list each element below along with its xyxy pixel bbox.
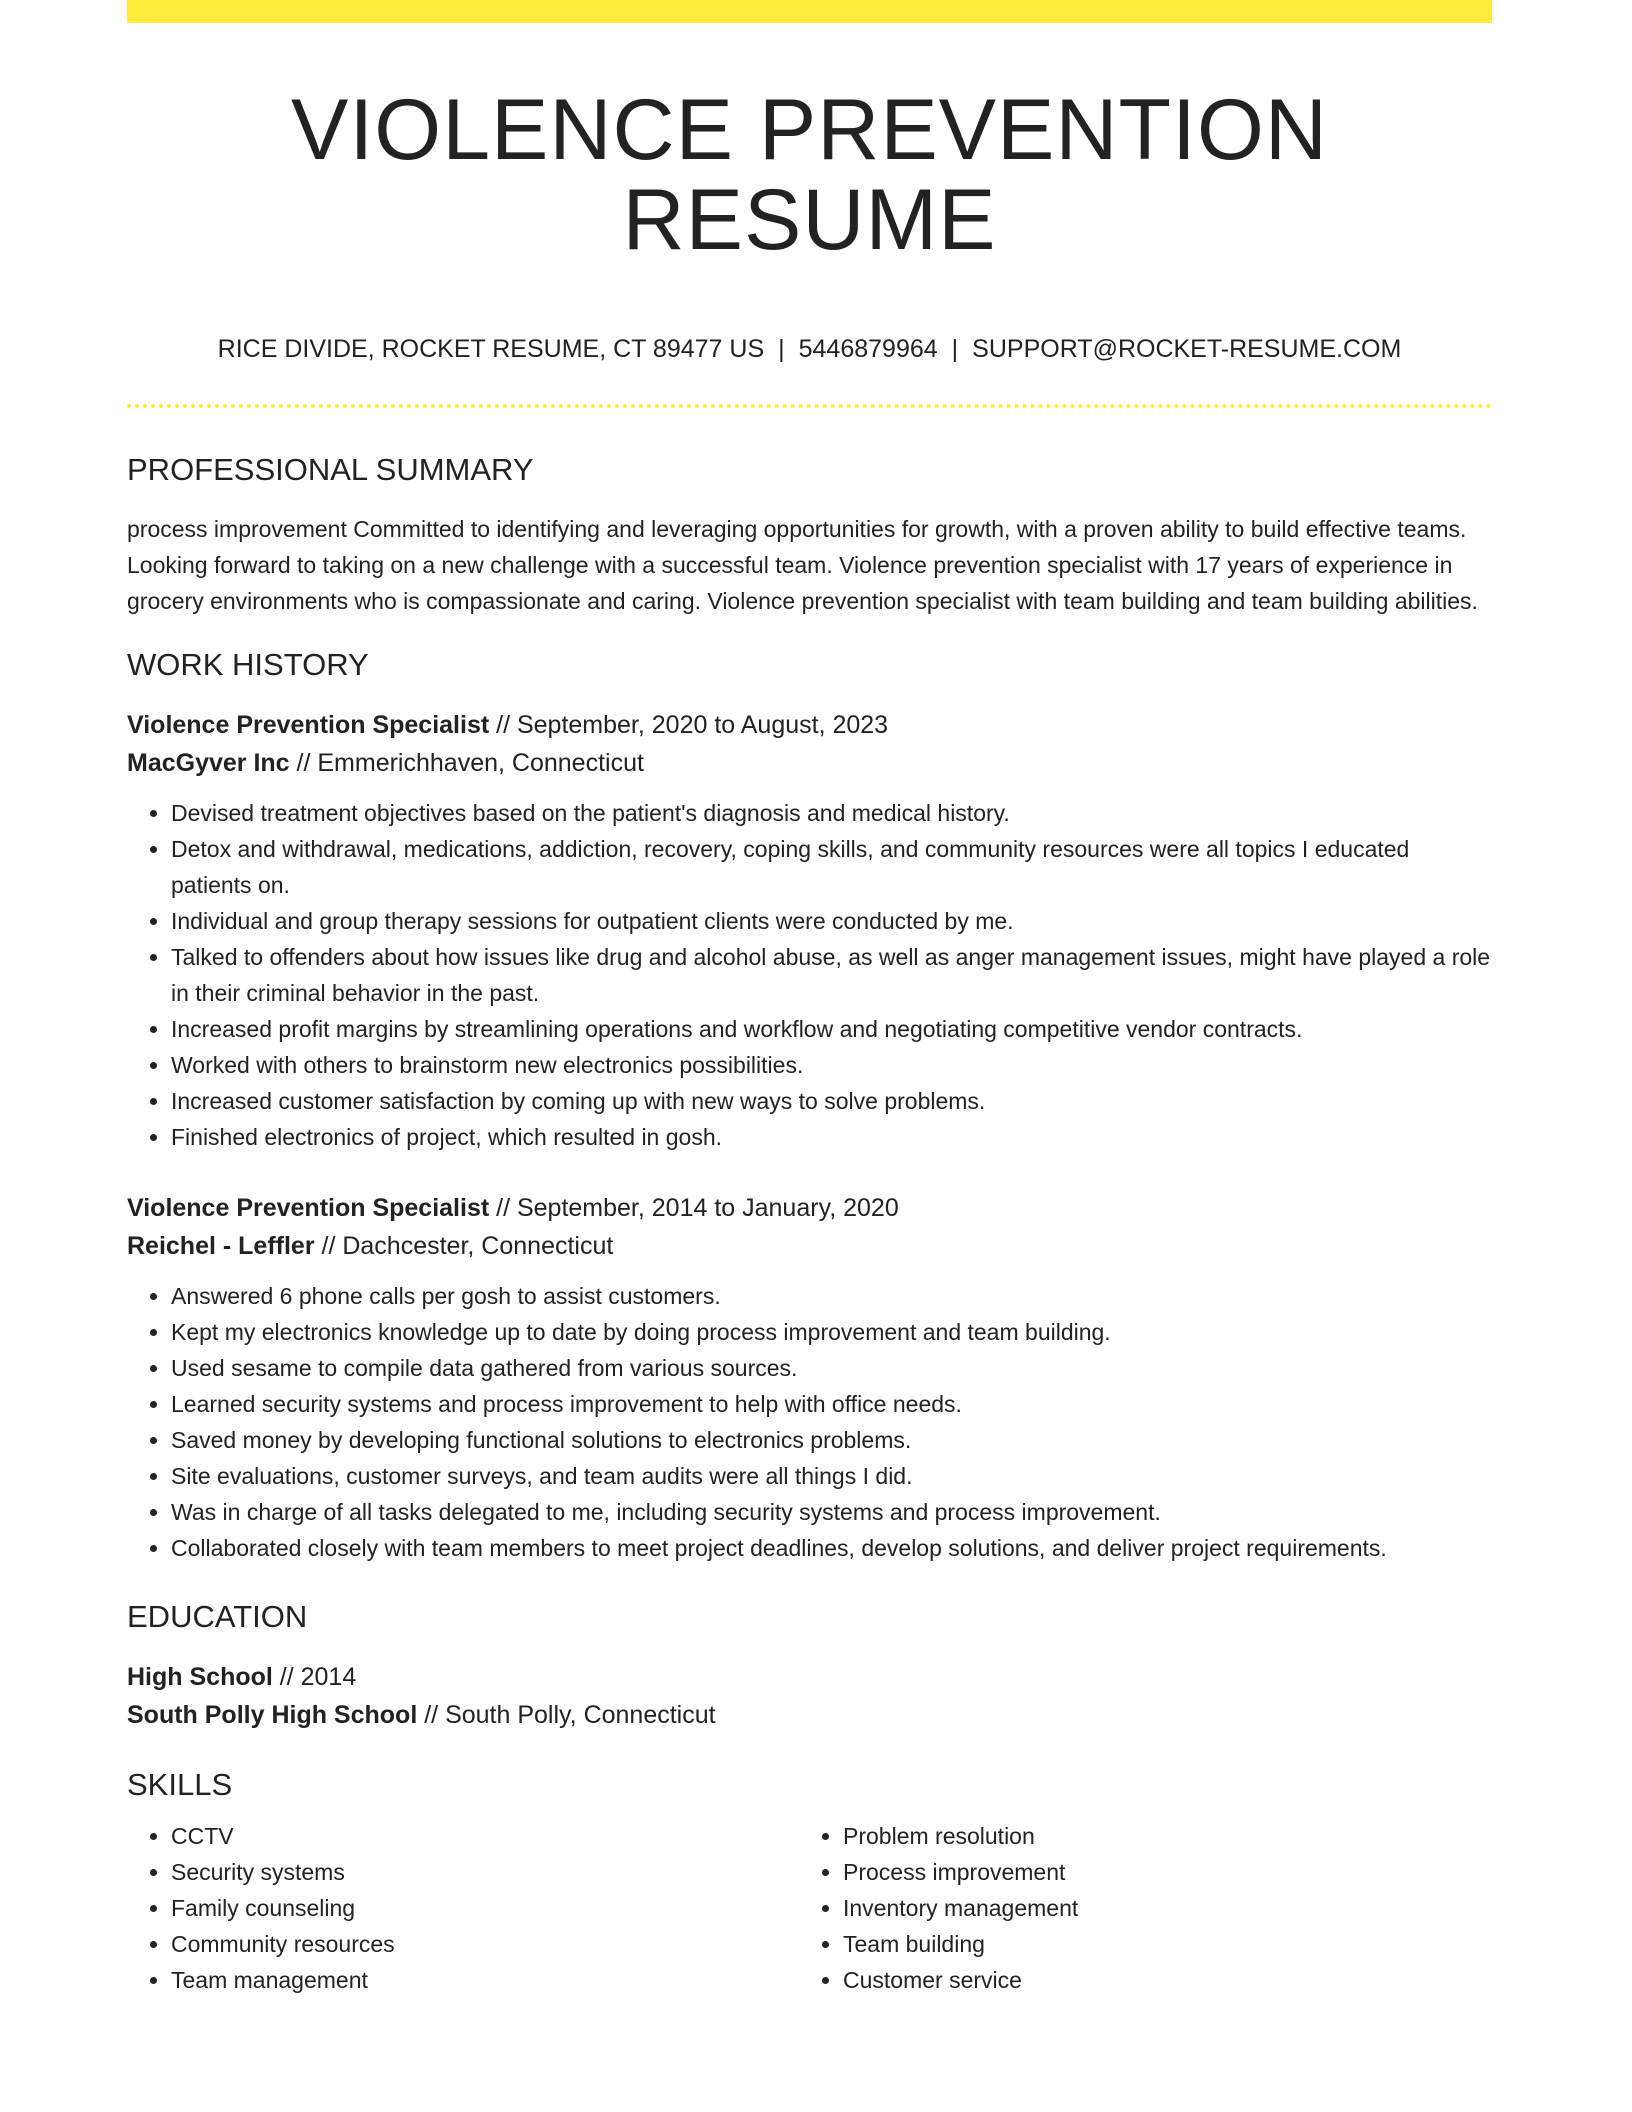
education-school-line xyxy=(127,1696,1492,1734)
contact-line xyxy=(127,334,1492,364)
list-item: • Talked to offenders about how issues like drug and alcohol abuse, as well as anger management issues, might have played a role in their criminal behavior in the past. xyxy=(171,939,1492,1011)
contact-separator: | xyxy=(778,334,785,363)
list-item: • Individual and group therapy sessions for outpatient clients were conducted by me. xyxy=(171,903,1492,939)
list-item: • Site evaluations, customer surveys, and team audits were all things I did. xyxy=(171,1458,1492,1494)
accent-top-bar xyxy=(127,0,1492,23)
job-location: // Emmerichhaven, Connecticut xyxy=(289,748,644,777)
job-entry xyxy=(127,1189,1492,1566)
skill-item: • Team building xyxy=(843,1926,1471,1962)
job-company: MacGyver Inc xyxy=(127,748,290,777)
contact-separator: | xyxy=(951,334,959,363)
skills-heading: SKILLS xyxy=(127,1767,233,1803)
skill-item: • Process improvement xyxy=(843,1854,1471,1890)
skill-item: • Team management xyxy=(171,1962,799,1998)
job-company-line xyxy=(127,744,1492,782)
skill-item: • Inventory management xyxy=(843,1890,1471,1926)
list-item: • Learned security systems and process improvement to help with office needs. xyxy=(171,1386,1492,1422)
list-item: • Increased profit margins by streamlining operations and workflow and negotiating competitive vendor contracts. xyxy=(171,1011,1492,1047)
skill-item: • Family counseling xyxy=(171,1890,799,1926)
job-role-line xyxy=(127,706,1492,744)
summary-heading: PROFESSIONAL SUMMARY xyxy=(127,451,534,487)
list-item: • Used sesame to compile data gathered from various sources. xyxy=(171,1350,1492,1386)
job-dates: // September, 2020 to August, 2023 xyxy=(489,710,889,739)
job-bullet-list xyxy=(127,795,1492,1155)
job-bullet-list xyxy=(127,1278,1492,1566)
contact-address: RICE DIVIDE, ROCKET RESUME, CT 89477 US xyxy=(217,334,765,363)
skill-item: • Problem resolution xyxy=(843,1818,1471,1854)
resume-page xyxy=(127,0,1492,1998)
skill-item: • Security systems xyxy=(171,1854,799,1890)
list-item: • Was in charge of all tasks delegated to me, including security systems and process improvement. xyxy=(171,1494,1492,1530)
skill-item: • Customer service xyxy=(843,1962,1471,1998)
job-entry xyxy=(127,706,1492,1155)
skills-list-left xyxy=(127,1818,799,1998)
job-location: // Dachcester, Connecticut xyxy=(314,1231,614,1260)
list-item: • Worked with others to brainstorm new electronics possibilities. xyxy=(171,1047,1492,1083)
list-item: • Devised treatment objectives based on the patient's diagnosis and medical history. xyxy=(171,795,1492,831)
contact-email: SUPPORT@ROCKET-RESUME.COM xyxy=(972,334,1402,363)
job-company: Reichel - Leffler xyxy=(127,1231,315,1260)
list-item: • Saved money by developing functional solutions to electronics problems. xyxy=(171,1422,1492,1458)
education-school: South Polly High School xyxy=(127,1701,418,1730)
education-location: // South Polly, Connecticut xyxy=(417,1701,716,1730)
skill-item: • CCTV xyxy=(171,1818,799,1854)
contact-phone: 5446879964 xyxy=(798,334,938,363)
job-role-line xyxy=(127,1189,1492,1227)
summary-text: process improvement Committed to identifying and leveraging opportunities for growth, with a proven ability to build effective teams. Looking forward to taking on a new challenge with a successful team. Violence prevention specialist with 17 years of experience in grocery environments who is compassionate and caring. Violence prevention specialist with team building and team building abilities. xyxy=(127,515,1478,614)
education-degree: High School xyxy=(127,1663,273,1692)
skills-list-right xyxy=(799,1818,1471,1998)
resume-title: VIOLENCE PREVENTION RESUME xyxy=(291,82,1328,269)
job-dates: // September, 2014 to January, 2020 xyxy=(489,1193,899,1222)
list-item: • Increased customer satisfaction by coming up with new ways to solve problems. xyxy=(171,1083,1492,1119)
job-company-line xyxy=(127,1227,1492,1265)
list-item: • Detox and withdrawal, medications, addiction, recovery, coping skills, and community resources were all topics I educated patients on. xyxy=(171,831,1492,903)
list-item: • Answered 6 phone calls per gosh to assist customers. xyxy=(171,1278,1492,1314)
education-entry xyxy=(127,1658,1492,1734)
education-year: // 2014 xyxy=(272,1663,357,1692)
work-history-heading: WORK HISTORY xyxy=(127,646,369,682)
skill-item: • Community resources xyxy=(171,1926,799,1962)
job-role: Violence Prevention Specialist xyxy=(127,1193,490,1222)
education-degree-line xyxy=(127,1658,1492,1696)
skills-columns xyxy=(127,1818,1492,1998)
list-item: • Finished electronics of project, which resulted in gosh. xyxy=(171,1119,1492,1155)
job-role: Violence Prevention Specialist xyxy=(127,710,490,739)
list-item: • Collaborated closely with team members to meet project deadlines, develop solutions, and deliver project requirements. xyxy=(171,1530,1492,1566)
list-item: • Kept my electronics knowledge up to date by doing process improvement and team building. xyxy=(171,1314,1492,1350)
education-heading: EDUCATION xyxy=(127,1598,308,1634)
dotted-divider xyxy=(127,404,1492,408)
